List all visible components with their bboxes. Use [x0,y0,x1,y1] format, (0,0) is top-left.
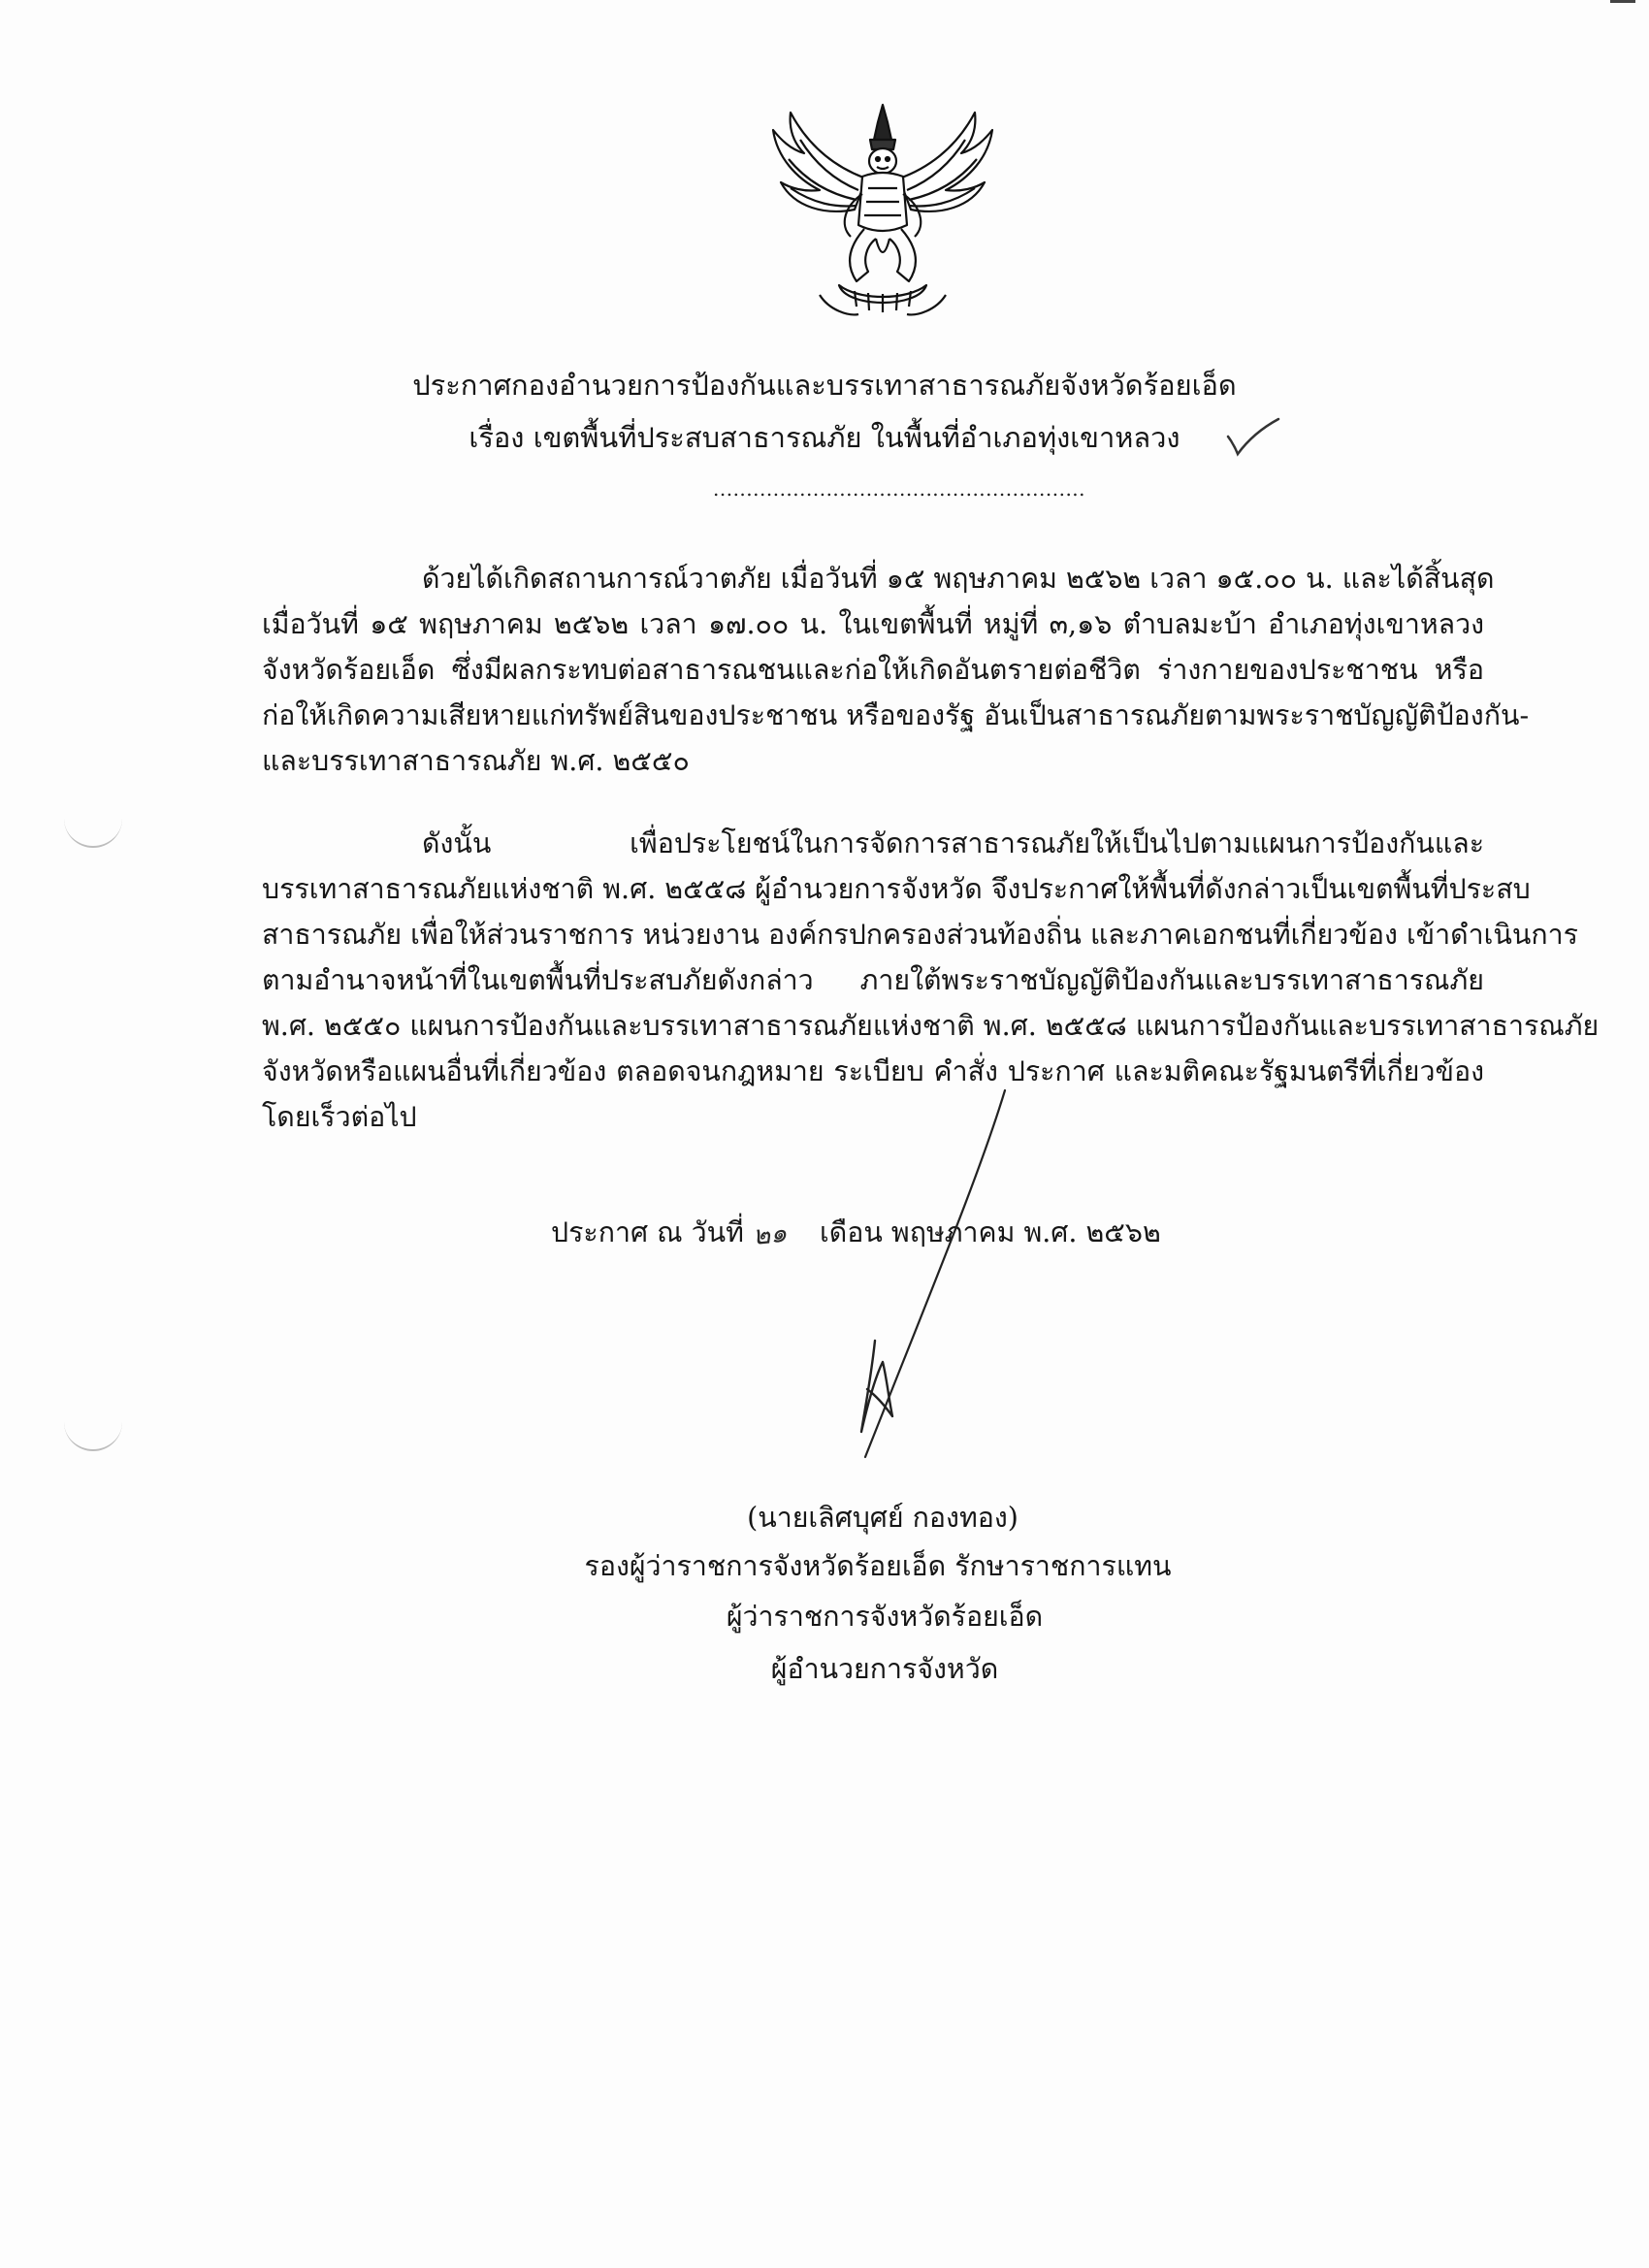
signer-position: รองผู้ว่าราชการจังหวัดร้อยเอ็ด รักษาราชการแทน [584,1550,1172,1582]
paragraph-line: ตามอำนาจหน้าที่ในเขตพื้นที่ประสบภัยดังกล่าว ภายใต้พระราชบัญญัติป้องกันและบรรเทาสาธารณภัย [262,964,1484,996]
announcement-subject: เรื่อง เขตพื้นที่ประสบสาธารณภัย ในพื้นที่อำเภอทุ่งเขาหลวง [469,421,1180,454]
signer-position: ผู้ว่าราชการจังหวัดร้อยเอ็ด [726,1601,1044,1633]
signer-name: (นายเลิศบุศย์ กองทอง) [747,1502,1018,1534]
paragraph-line: โดยเร็วต่อไป [262,1101,417,1133]
paragraph-line: ก่อให้เกิดความเสียหายแก่ทรัพย์สินของประชาชน หรือของรัฐ อันเป็นสาธารณภัยตามพระราชบัญญัติป้องกัน- [262,699,1530,731]
date-prefix: ประกาศ ณ วันที่ [551,1216,744,1248]
paragraph-line: สาธารณภัย เพื่อให้ส่วนราชการ หน่วยงาน องค์กรปกครองส่วนท้องถิ่น และภาคเอกชนที่เกี่ยวข้อง เข้าดำเนินการ [262,919,1578,951]
signer-role: ผู้อำนวยการจังหวัด [770,1653,999,1685]
paragraph-line: พ.ศ. ๒๕๕๐ แผนการป้องกันและบรรเทาสาธารณภัยแห่งชาติ พ.ศ. ๒๕๕๘ แผนการป้องกันและบรรเทาสาธารณภัย [262,1010,1600,1042]
signature-mark [815,1086,1009,1465]
paragraph-line: บรรเทาสาธารณภัยแห่งชาติ พ.ศ. ๒๕๕๘ ผู้อำนวยการจังหวัด จึงประกาศให้พื้นที่ดังกล่าวเป็นเขตพื้นที่ประสบ [262,873,1531,905]
header-separator: ........................................................ [713,477,1086,501]
paragraph-line: และบรรเทาสาธารณภัย พ.ศ. ๒๕๕๐ [262,745,690,777]
date-month-year: เดือน พฤษภาคม พ.ศ. ๒๕๖๒ [820,1216,1161,1248]
paragraph-line: จังหวัดร้อยเอ็ด ซึ่งมีผลกระทบต่อสาธารณชนและก่อให้เกิดอันตรายต่อชีวิต ร่างกายของประชาชน หรือ [262,654,1484,686]
punch-hole-mark [64,813,122,848]
check-mark-icon [1224,415,1282,460]
garuda-emblem-icon [761,101,1004,326]
paragraph-line: ดังนั้น เพื่อประโยชน์ในการจัดการสาธารณภัยให้เป็นไปตามแผนการป้องกันและ [422,827,1484,859]
body-paragraph-1 [262,556,1530,784]
paragraph-line: จังหวัดหรือแผนอื่นที่เกี่ยวข้อง ตลอดจนกฎหมาย ระเบียบ คำสั่ง ประกาศ และมติคณะรัฐมนตรีที่เกี่ยวข้อง [262,1055,1484,1087]
scan-edge-mark [1610,0,1635,3]
announcement-title: ประกาศกองอำนวยการป้องกันและบรรเทาสาธารณภัยจังหวัดร้อยเอ็ด [412,369,1237,402]
punch-hole-mark [64,1416,122,1451]
handwritten-day: ๒๑ [751,1217,789,1252]
paragraph-line: ด้วยได้เกิดสถานการณ์วาตภัย เมื่อวันที่ ๑๕ พฤษภาคม ๒๕๖๒ เวลา ๑๕.๐๐ น. และได้สิ้นสุด [422,563,1495,595]
paragraph-line: เมื่อวันที่ ๑๕ พฤษภาคม ๒๕๖๒ เวลา ๑๗.๐๐ น. ในเขตพื้นที่ หมู่ที่ ๓,๑๖ ตำบลมะบ้า อำเภอทุ่งเขาหลวง [262,608,1484,640]
